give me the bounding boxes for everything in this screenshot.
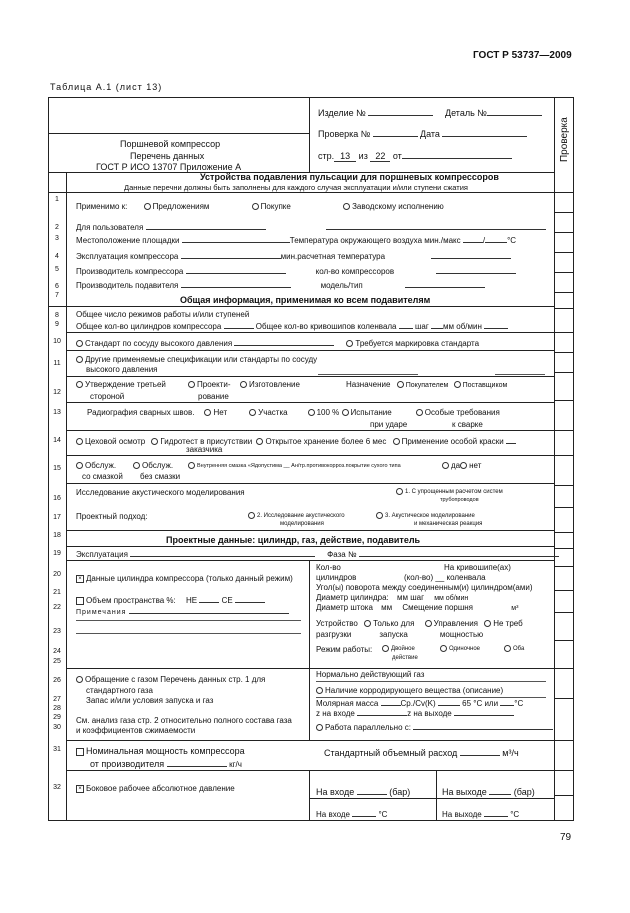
frame-bottom — [48, 820, 574, 821]
row9: Общее кол-во цилиндров компрессора Общее кол-во кривошипов коленвала шаг мм об/мин — [76, 320, 508, 331]
section3-title: Проектные данные: цилиндр, газ, действие, подавитель — [166, 535, 421, 545]
row12-nazn: Назначение Покупателем Поставщиком — [346, 380, 508, 389]
row-num-28: 28 — [53, 705, 61, 712]
doc-code: ГОСТ Р 53737—2009 — [473, 50, 572, 61]
row12-o3: Изготовление — [240, 380, 300, 389]
title-line3: ГОСТ Р ИСО 13707 Приложение А — [96, 162, 242, 172]
row-num-32: 32 — [53, 784, 61, 791]
row-num-20: 20 — [53, 571, 61, 578]
row13: Радиография сварных швов. Нет Участка 100 % Испытание Особые требования — [87, 408, 500, 417]
table-caption: Таблица А.1 (лист 13) — [50, 82, 163, 92]
row16-o1: 1. С упрощенным расчетом систем — [396, 488, 503, 495]
row-num-10: 10 — [53, 338, 61, 345]
row8: Общее число режимов работы и/или ступеней — [76, 310, 250, 319]
row-num-23: 23 — [53, 628, 61, 635]
row10: Стандарт по сосуду высокого давления Требуется маркировка стандарта — [76, 337, 479, 348]
page-number: 79 — [560, 832, 572, 843]
row17-o3: 3. Акустическое моделирование — [376, 512, 475, 519]
row5: Производитель компрессора кол-во компрессоров — [76, 265, 516, 276]
header-left-line — [48, 133, 309, 134]
row-num-17: 17 — [53, 514, 61, 521]
row15-o2: Обслуж. — [133, 461, 173, 470]
row-num-6: 6 — [55, 283, 59, 290]
row21: Объем пространства %: НЕ СЕ — [76, 594, 265, 605]
row-num-2: 2 — [55, 224, 59, 231]
row-num-30: 30 — [53, 724, 61, 731]
row3: Местоположение площадки Температура окружающего воздуха мин./макс / °С — [76, 236, 517, 245]
row6: Производитель подавителя модель/тип — [76, 279, 485, 290]
row-num-9: 9 — [55, 321, 59, 328]
row-num-18: 18 — [53, 532, 61, 539]
row11-line2: высокого давления — [86, 365, 158, 374]
proverka-column-line — [554, 97, 555, 820]
row-num-7: 7 — [55, 292, 59, 299]
detal-label: Деталь № — [445, 107, 542, 118]
row-num-11: 11 — [53, 360, 61, 367]
row-num-27: 27 — [53, 696, 61, 703]
row-num-21: 21 — [53, 589, 61, 596]
row31: Номинальная мощность компрессора — [76, 746, 245, 756]
row20: × Данные цилиндра компрессора (только данный режим) — [76, 574, 293, 583]
number-column-line — [66, 172, 67, 820]
section1-title: Устройства подавления пульсации для поршневых компрессоров — [200, 172, 499, 182]
row-num-14: 14 — [53, 437, 61, 444]
row15-o3: Внутренняя смазка «Ядопустима __ Ан/тр.противокорроз.покрытие сухого типа — [188, 462, 401, 469]
row17-o2: 2. Исследование акустического — [248, 512, 345, 519]
row2: Для пользователя — [76, 221, 546, 232]
frame-top — [48, 97, 574, 98]
title-line1: Поршневой компрессор — [120, 139, 221, 149]
data-label: Дата — [420, 128, 527, 139]
row-num-16: 16 — [53, 495, 61, 502]
frame-right — [573, 97, 574, 820]
row-num-1: 1 — [55, 196, 59, 203]
row26: Обращение с газом Перечень данных стр. 1 для — [76, 675, 265, 684]
row19: Эксплуатация Фаза № — [76, 548, 559, 559]
row-num-3: 3 — [55, 235, 59, 242]
row15-o1: Обслуж. — [76, 461, 116, 470]
row12-o1: Утверждение третьей — [76, 380, 166, 389]
title-line2: Перечень данных — [130, 151, 205, 161]
row-num-8: 8 — [55, 312, 59, 319]
row4: Эксплуатация компрессора мин.расчетная температура — [76, 250, 511, 261]
row17-label: Проектный подход: — [76, 512, 148, 521]
row-num-22: 22 — [53, 604, 61, 611]
proverka-vertical: Проверка — [559, 117, 570, 162]
header-split — [309, 97, 310, 172]
row14: Цеховой осмотр Гидротест в присутствии Открытое хранение более 6 мес Применение особой краски — [76, 435, 516, 446]
page-of: стр. 13 из 22 от — [318, 150, 512, 161]
row1: Применимо к: Предложениям Покупке Заводскому исполнению — [76, 202, 444, 211]
row15-yesno: да нет — [442, 461, 481, 470]
row12-o2: Проекти- — [188, 380, 230, 389]
row-num-15: 15 — [53, 465, 61, 472]
row11: Другие применяемые спецификации или стандарты по сосуду — [76, 355, 317, 364]
row-num-26: 26 — [53, 677, 61, 684]
row-num-31: 31 — [53, 746, 61, 753]
row-num-4: 4 — [55, 253, 59, 260]
section2-title: Общая информация, применимая ко всем подавителям — [180, 295, 431, 305]
row24: Режим работы: — [316, 645, 373, 654]
proverka-no-label: Проверка № — [318, 128, 418, 139]
row-num-5: 5 — [55, 266, 59, 273]
section1-subtitle: Данные перечни должны быть заполнены для каждого случая эксплуатации и/или ступени сжатия — [124, 183, 468, 192]
row16-label: Исследование акустического моделирования — [76, 488, 245, 497]
row32: × Боковое рабочее абсолютное давление — [76, 784, 235, 793]
page-current: 13 — [334, 151, 356, 162]
row-num-25: 25 — [53, 658, 61, 665]
page-total: 22 — [370, 151, 390, 162]
row-num-19: 19 — [53, 550, 61, 557]
row22-label: Примечания — [76, 605, 289, 616]
row-num-24: 24 — [53, 648, 61, 655]
row-num-29: 29 — [53, 714, 61, 721]
row-num-12: 12 — [53, 389, 61, 396]
izdelie-label: Изделие № — [318, 107, 433, 118]
row-num-13: 13 — [53, 409, 61, 416]
